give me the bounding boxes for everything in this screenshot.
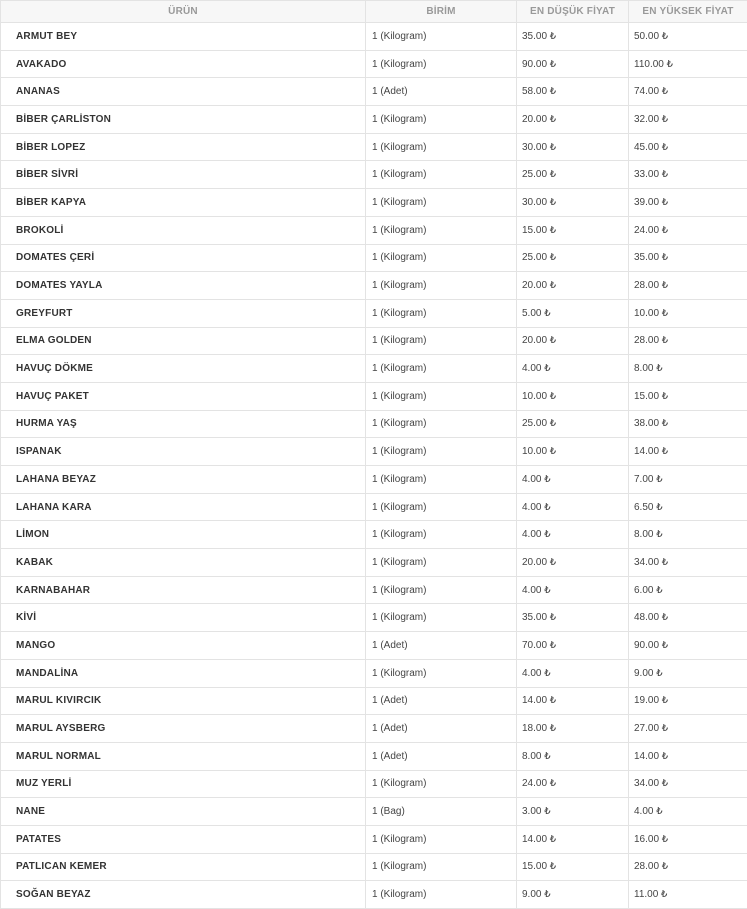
header-unit[interactable]: BİRİM: [366, 1, 517, 23]
product-name-cell: ANANAS: [1, 78, 366, 106]
max-price-cell: 48.00 ₺: [629, 604, 747, 632]
min-price-cell: 4.00 ₺: [517, 493, 629, 521]
max-price-cell: 110.00 ₺: [629, 50, 747, 78]
min-price-cell: 25.00 ₺: [517, 410, 629, 438]
product-name-cell: AVAKADO: [1, 50, 366, 78]
table-row: [1, 355, 747, 383]
table-row: [1, 106, 747, 134]
unit-cell: 1 (Kilogram): [366, 466, 517, 494]
max-price-cell: 10.00 ₺: [629, 299, 747, 327]
max-price-cell: 4.00 ₺: [629, 798, 747, 826]
unit-cell: 1 (Kilogram): [366, 23, 517, 51]
min-price-cell: 14.00 ₺: [517, 825, 629, 853]
unit-cell: 1 (Adet): [366, 715, 517, 743]
table-row: [1, 632, 747, 660]
unit-cell: 1 (Kilogram): [366, 770, 517, 798]
unit-cell: 1 (Kilogram): [366, 216, 517, 244]
max-price-cell: 28.00 ₺: [629, 327, 747, 355]
product-name-cell: MUZ YERLİ: [1, 770, 366, 798]
product-name-cell: HAVUÇ PAKET: [1, 382, 366, 410]
min-price-cell: 4.00 ₺: [517, 466, 629, 494]
table-row: [1, 742, 747, 770]
table-row: [1, 853, 747, 881]
min-price-cell: 9.00 ₺: [517, 881, 629, 909]
table-row: [1, 576, 747, 604]
max-price-cell: 14.00 ₺: [629, 742, 747, 770]
table-row: [1, 466, 747, 494]
min-price-cell: 35.00 ₺: [517, 604, 629, 632]
max-price-cell: 34.00 ₺: [629, 549, 747, 577]
max-price-cell: 32.00 ₺: [629, 106, 747, 134]
max-price-cell: 38.00 ₺: [629, 410, 747, 438]
product-name-cell: MANDALİNA: [1, 659, 366, 687]
min-price-cell: 15.00 ₺: [517, 853, 629, 881]
table-row: [1, 299, 747, 327]
table-row: [1, 549, 747, 577]
max-price-cell: 39.00 ₺: [629, 189, 747, 217]
product-name-cell: BİBER SİVRİ: [1, 161, 366, 189]
min-price-cell: 90.00 ₺: [517, 50, 629, 78]
unit-cell: 1 (Kilogram): [366, 327, 517, 355]
max-price-cell: 34.00 ₺: [629, 770, 747, 798]
unit-cell: 1 (Bag): [366, 798, 517, 826]
min-price-cell: 30.00 ₺: [517, 133, 629, 161]
max-price-cell: 45.00 ₺: [629, 133, 747, 161]
table-row: [1, 521, 747, 549]
product-name-cell: ELMA GOLDEN: [1, 327, 366, 355]
product-name-cell: HAVUÇ DÖKME: [1, 355, 366, 383]
product-name-cell: BİBER LOPEZ: [1, 133, 366, 161]
unit-cell: 1 (Kilogram): [366, 355, 517, 383]
table-row: [1, 216, 747, 244]
unit-cell: 1 (Kilogram): [366, 853, 517, 881]
table-row: [1, 382, 747, 410]
product-name-cell: DOMATES YAYLA: [1, 272, 366, 300]
unit-cell: 1 (Kilogram): [366, 299, 517, 327]
table-row: [1, 881, 747, 909]
unit-cell: 1 (Kilogram): [366, 106, 517, 134]
product-name-cell: LİMON: [1, 521, 366, 549]
max-price-cell: 90.00 ₺: [629, 632, 747, 660]
product-name-cell: LAHANA KARA: [1, 493, 366, 521]
product-name-cell: BİBER KAPYA: [1, 189, 366, 217]
max-price-cell: 24.00 ₺: [629, 216, 747, 244]
unit-cell: 1 (Adet): [366, 742, 517, 770]
table-row: [1, 23, 747, 51]
max-price-cell: 9.00 ₺: [629, 659, 747, 687]
table-row: [1, 604, 747, 632]
unit-cell: 1 (Kilogram): [366, 659, 517, 687]
max-price-cell: 8.00 ₺: [629, 521, 747, 549]
table-row: [1, 50, 747, 78]
min-price-cell: 25.00 ₺: [517, 161, 629, 189]
table-row: [1, 659, 747, 687]
unit-cell: 1 (Adet): [366, 687, 517, 715]
product-name-cell: SOĞAN BEYAZ: [1, 881, 366, 909]
product-name-cell: DOMATES ÇERİ: [1, 244, 366, 272]
product-name-cell: NANE: [1, 798, 366, 826]
min-price-cell: 20.00 ₺: [517, 549, 629, 577]
max-price-cell: 27.00 ₺: [629, 715, 747, 743]
table-row: [1, 272, 747, 300]
product-name-cell: PATLICAN KEMER: [1, 853, 366, 881]
product-name-cell: PATATES: [1, 825, 366, 853]
product-name-cell: KİVİ: [1, 604, 366, 632]
min-price-cell: 10.00 ₺: [517, 382, 629, 410]
product-name-cell: GREYFURT: [1, 299, 366, 327]
min-price-cell: 70.00 ₺: [517, 632, 629, 660]
unit-cell: 1 (Adet): [366, 78, 517, 106]
min-price-cell: 4.00 ₺: [517, 659, 629, 687]
min-price-cell: 20.00 ₺: [517, 106, 629, 134]
unit-cell: 1 (Kilogram): [366, 272, 517, 300]
product-name-cell: KARNABAHAR: [1, 576, 366, 604]
product-name-cell: MARUL KIVIRCIK: [1, 687, 366, 715]
max-price-cell: 8.00 ₺: [629, 355, 747, 383]
unit-cell: 1 (Kilogram): [366, 576, 517, 604]
unit-cell: 1 (Kilogram): [366, 881, 517, 909]
min-price-cell: 5.00 ₺: [517, 299, 629, 327]
table-row: [1, 687, 747, 715]
table-row: [1, 327, 747, 355]
header-max-price[interactable]: EN YÜKSEK FİYAT: [629, 1, 747, 23]
table-row: [1, 438, 747, 466]
unit-cell: 1 (Kilogram): [366, 825, 517, 853]
table-header: [1, 1, 747, 23]
max-price-cell: 28.00 ₺: [629, 853, 747, 881]
unit-cell: 1 (Kilogram): [366, 189, 517, 217]
unit-cell: 1 (Kilogram): [366, 161, 517, 189]
max-price-cell: 33.00 ₺: [629, 161, 747, 189]
max-price-cell: 11.00 ₺: [629, 881, 747, 909]
unit-cell: 1 (Adet): [366, 632, 517, 660]
unit-cell: 1 (Kilogram): [366, 244, 517, 272]
table-row: [1, 133, 747, 161]
product-name-cell: ISPANAK: [1, 438, 366, 466]
max-price-cell: 6.00 ₺: [629, 576, 747, 604]
table-row: [1, 189, 747, 217]
min-price-cell: 4.00 ₺: [517, 355, 629, 383]
min-price-cell: 4.00 ₺: [517, 521, 629, 549]
table-row: [1, 161, 747, 189]
product-name-cell: BROKOLİ: [1, 216, 366, 244]
table-row: [1, 715, 747, 743]
max-price-cell: 74.00 ₺: [629, 78, 747, 106]
min-price-cell: 24.00 ₺: [517, 770, 629, 798]
unit-cell: 1 (Kilogram): [366, 410, 517, 438]
min-price-cell: 15.00 ₺: [517, 216, 629, 244]
min-price-cell: 25.00 ₺: [517, 244, 629, 272]
product-name-cell: MANGO: [1, 632, 366, 660]
unit-cell: 1 (Kilogram): [366, 50, 517, 78]
unit-cell: 1 (Kilogram): [366, 549, 517, 577]
table-row: [1, 825, 747, 853]
max-price-cell: 14.00 ₺: [629, 438, 747, 466]
max-price-cell: 16.00 ₺: [629, 825, 747, 853]
max-price-cell: 15.00 ₺: [629, 382, 747, 410]
min-price-cell: 18.00 ₺: [517, 715, 629, 743]
min-price-cell: 14.00 ₺: [517, 687, 629, 715]
table-body: [1, 23, 747, 909]
product-name-cell: ARMUT BEY: [1, 23, 366, 51]
product-name-cell: HURMA YAŞ: [1, 410, 366, 438]
product-name-cell: LAHANA BEYAZ: [1, 466, 366, 494]
min-price-cell: 35.00 ₺: [517, 23, 629, 51]
unit-cell: 1 (Kilogram): [366, 521, 517, 549]
max-price-cell: 6.50 ₺: [629, 493, 747, 521]
min-price-cell: 20.00 ₺: [517, 272, 629, 300]
max-price-cell: 19.00 ₺: [629, 687, 747, 715]
unit-cell: 1 (Kilogram): [366, 382, 517, 410]
unit-cell: 1 (Kilogram): [366, 438, 517, 466]
table-row: [1, 410, 747, 438]
unit-cell: 1 (Kilogram): [366, 133, 517, 161]
max-price-cell: 7.00 ₺: [629, 466, 747, 494]
table-row: [1, 798, 747, 826]
unit-cell: 1 (Kilogram): [366, 604, 517, 632]
max-price-cell: 28.00 ₺: [629, 272, 747, 300]
min-price-cell: 20.00 ₺: [517, 327, 629, 355]
min-price-cell: 58.00 ₺: [517, 78, 629, 106]
min-price-cell: 10.00 ₺: [517, 438, 629, 466]
header-min-price[interactable]: EN DÜŞÜK FİYAT: [517, 1, 629, 23]
min-price-cell: 3.00 ₺: [517, 798, 629, 826]
product-name-cell: KABAK: [1, 549, 366, 577]
unit-cell: 1 (Kilogram): [366, 493, 517, 521]
table-row: [1, 493, 747, 521]
min-price-cell: 8.00 ₺: [517, 742, 629, 770]
table-row: [1, 770, 747, 798]
table-row: [1, 244, 747, 272]
table-row: [1, 78, 747, 106]
header-product[interactable]: ÜRÜN: [1, 1, 366, 23]
max-price-cell: 50.00 ₺: [629, 23, 747, 51]
product-name-cell: BİBER ÇARLİSTON: [1, 106, 366, 134]
min-price-cell: 30.00 ₺: [517, 189, 629, 217]
min-price-cell: 4.00 ₺: [517, 576, 629, 604]
max-price-cell: 35.00 ₺: [629, 244, 747, 272]
product-name-cell: MARUL AYSBERG: [1, 715, 366, 743]
product-name-cell: MARUL NORMAL: [1, 742, 366, 770]
